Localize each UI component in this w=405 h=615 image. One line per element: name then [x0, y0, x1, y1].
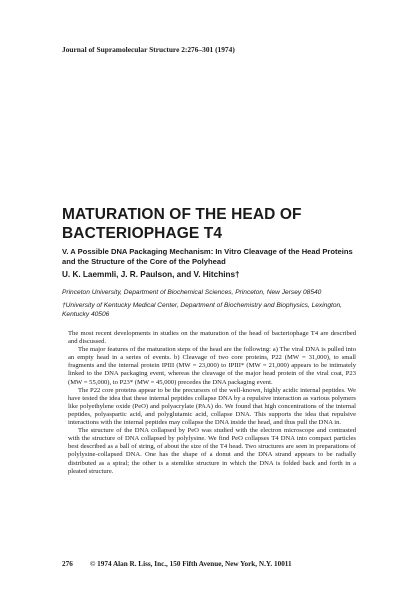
- page-number: 276: [62, 560, 73, 568]
- abstract: [68, 330, 356, 476]
- abstract-paragraph-1: The most recent developments in studies on the maturation of the head of bacteriophage T4 are described and discussed.: [68, 330, 356, 346]
- journal-citation: Journal of Supramolecular Structure 2:276–301 (1974): [62, 45, 235, 54]
- affiliation-kentucky: †University of Kentucky Medical Center, Department of Biochemistry and Biophysics, Lexington, Kentucky 40506: [62, 302, 342, 318]
- title-block: [62, 205, 362, 267]
- affiliation-princeton: Princeton University, Department of Biochemical Sciences, Princeton, New Jersey 08540: [62, 289, 322, 296]
- author-list: U. K. Laemmli, J. R. Paulson, and V. Hitchins†: [62, 270, 240, 279]
- article-title-line-1: MATURATION OF THE HEAD OF: [62, 206, 302, 223]
- abstract-paragraph-3: The P22 core proteins appear to be the precursors of the well-known, highly acidic internal peptides. We have tested the idea that these internal peptides collapse DNA by a repulsive interaction as various polymers like polyethylene oxide (PeO) and polyacrylate (PAA) do. We found that high concentrations of the internal peptides, polyaspartic acid, and polyglutamic acid, collapse DNA. This supports the idea that repulsive interactions with the internal peptides may collapse the DNA inside the head, and thus pull the DNA in.: [68, 386, 356, 427]
- article-subtitle: V. A Possible DNA Packaging Mechanism: In Vitro Cleavage of the Head Proteins and the Structure of the Core of the Polyhead: [62, 247, 353, 266]
- article-title-line-2: BACTERIOPHAGE T4: [62, 225, 223, 242]
- abstract-paragraph-4: The structure of the DNA collapsed by PeO was studied with the electron microscope and contrasted with the structure of DNA collapsed by polylysine. We find PeO collapses T4 DNA into compact particles best described as a ball of string, of about the size of the T4 head. Two structures are seen in preparations of polylysine-collapsed DNA. One has the shape of a donut and the DNA strand appears to be radially distributed as a spiral; the other is a stemlike structure in which the DNA is folded back and forth in a pleated structure.: [68, 427, 356, 475]
- copyright-notice: © 1974 Alan R. Liss, Inc., 150 Fifth Avenue, New York, N.Y. 10011: [90, 560, 292, 568]
- abstract-paragraph-2: The major features of the maturation steps of the head are the following: a) The viral DNA is pulled into an empty head in a series of events. b) Cleavage of two core proteins, P22 (MW = 31,000), to small fragments and the internal protein IPIII (MW = 23,000) to IPIII* (MW = 21,000) appears to be intimately linked to the DNA packaging event, whereas the cleavage of the major head protein of the viral coat, P23 (MW = 55,000), to P23* (MW = 45,000) precedes the DNA packaging event.: [68, 346, 356, 386]
